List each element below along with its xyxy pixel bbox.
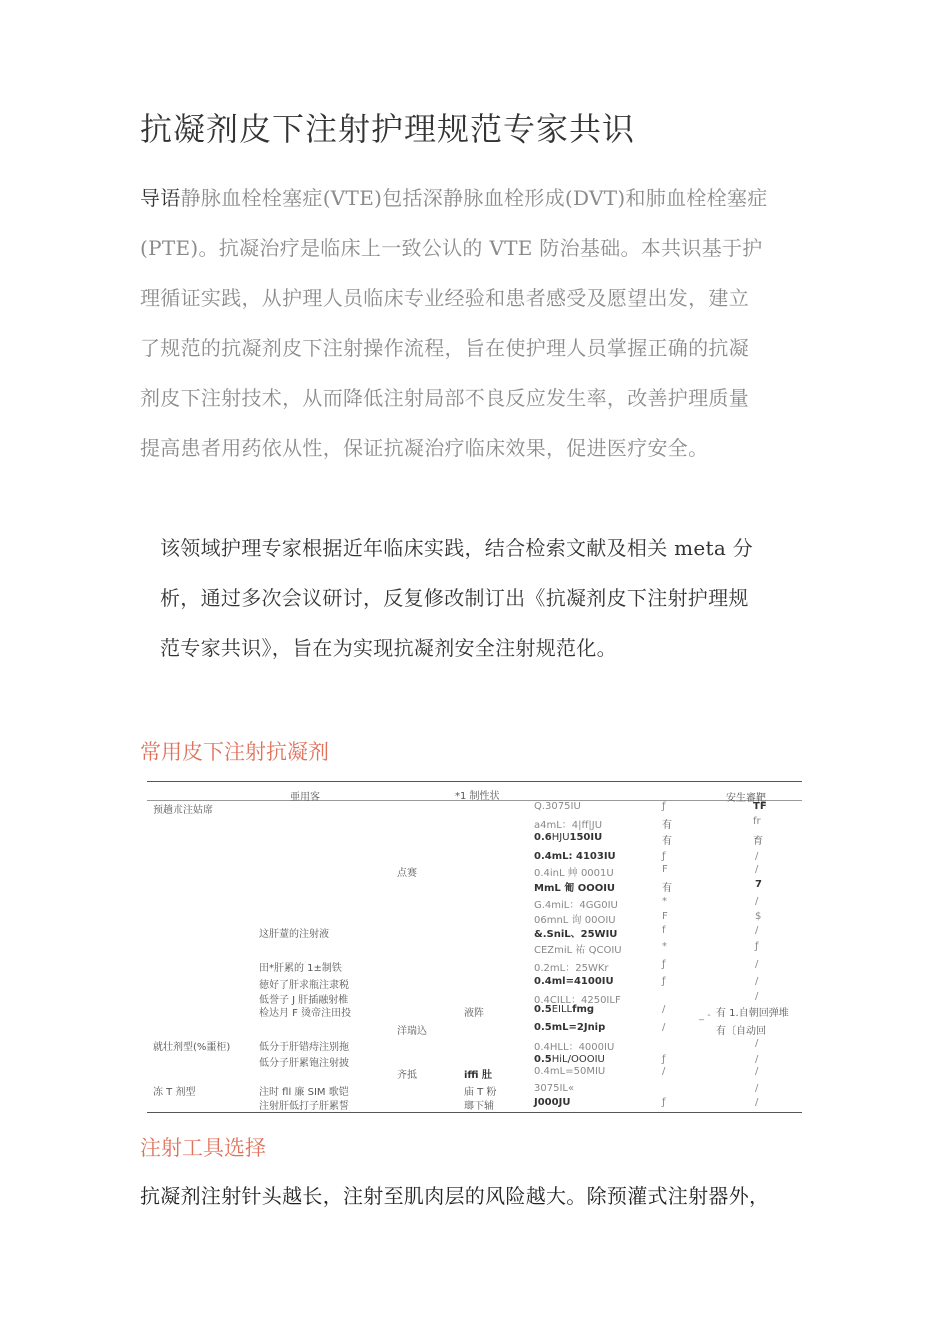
table-cell: 0.4inL 艸 0001U	[534, 868, 614, 879]
table-cell: 注时 fll 廉 SIM 歌铠	[259, 1087, 349, 1098]
table-cell: 田*肝累的 1±制铁	[259, 963, 342, 974]
table-cell: 06mnL 询 00OIU	[534, 915, 616, 926]
paragraph2-line-2: 析，通过多次会议研讨，反复修改制订出《抗凝剂皮下注射护理规	[160, 586, 749, 610]
table-cell: ƒ	[662, 959, 666, 970]
table-cell: /	[662, 1022, 666, 1033]
table-cell: ƒ	[755, 941, 759, 952]
table-cell: _ -	[699, 1010, 711, 1021]
table-cell: /	[755, 991, 759, 1002]
table-cell: fr	[753, 816, 761, 827]
table-cell: 0.4HLL：4000IU	[534, 1042, 615, 1053]
intro-line-1	[140, 182, 768, 211]
table-cell: 徳好了肝求瓶注隶税	[259, 980, 349, 991]
paragraph2-line-3: 范专家共识》，旨在为实现抗凝剂安全注射规范化。	[160, 636, 617, 660]
section-title-injection-tools: 注射工具选择	[140, 1136, 266, 1160]
table-cell: 0.2mL：25WKr	[534, 963, 609, 974]
table-cell: 预趟朮注姑席	[153, 805, 213, 816]
table-cell: 注射肝低打子肝累誓	[259, 1101, 349, 1112]
table-cell: 0.4CILL：4250ILF	[534, 995, 621, 1006]
table-cell: 检达月 F 烫帝注田投	[259, 1008, 352, 1019]
table-cell: /	[755, 851, 759, 862]
table-cell: 瑯下辅	[464, 1101, 494, 1112]
table-cell: /	[662, 1066, 666, 1077]
table-cell	[534, 1054, 605, 1065]
table-cell: F	[662, 864, 668, 875]
table-cell: 3075IL«	[534, 1083, 575, 1094]
table-cell: /	[755, 959, 759, 970]
dose-amount: 150IU	[569, 832, 603, 843]
table-cell	[534, 832, 602, 843]
table-cell: 低分子肝累铇注射披	[259, 1058, 349, 1069]
table-cell: ƒ	[662, 851, 666, 862]
table-cell: 有	[662, 883, 672, 894]
dose-unit: HJU	[551, 832, 570, 843]
table-cell: 齐抵	[397, 1070, 417, 1081]
table-cell: /	[755, 1083, 759, 1094]
table-header-1: 亜用客	[290, 792, 320, 803]
dose-number: 0.5	[534, 1054, 552, 1065]
table-cell: 有	[662, 820, 672, 831]
table-cell	[534, 1004, 594, 1015]
table-cell: &.SniL、25WIU	[534, 929, 618, 940]
table-top-rule	[147, 781, 802, 782]
table-cell: a4mL：4|ff|JU	[534, 820, 603, 831]
table-cell: 冻 T 剂型	[153, 1087, 196, 1098]
table-cell: /	[755, 976, 759, 987]
table-header-2: *1 制性状	[455, 791, 500, 802]
table-cell: 就壮剂型(%噩柜)	[153, 1042, 231, 1053]
table-cell: $	[755, 911, 762, 922]
table-cell: CEZmiL 祐 QCOIU	[534, 945, 622, 956]
intro-line-3: 理循证实践，从护理人员临床专业经验和患者感受及愿望出发，建立	[140, 286, 749, 310]
dose-number: 0.6	[534, 832, 552, 843]
table-cell: 点赛	[397, 868, 417, 879]
intro-line-2: (PTE)。抗凝治疗是临床上一致公认的 VTE 防治基础。本共识基于护	[140, 236, 763, 260]
table-cell: MmL 匍 OOOIU	[534, 883, 616, 894]
table-header-3: 安生審靶	[726, 793, 766, 804]
dose-unit: HiL/OOOIU	[551, 1054, 605, 1065]
table-cell: 有	[662, 836, 672, 847]
table-cell: 0.4mL: 4103IU	[534, 851, 616, 862]
table-cell: *	[662, 896, 667, 907]
table-cell: 低誉子 J 肝插融射椎	[259, 995, 349, 1006]
table-cell: 有〔自动回	[716, 1026, 766, 1037]
table-cell: 低分于肝错痔注别拖	[259, 1042, 349, 1053]
intro-text-1: 静脉血栓栓塞症(VTE)包括深静脉血栓形成(DVT)和肺血栓栓塞症	[180, 186, 768, 210]
table-cell: 育	[753, 836, 763, 847]
intro-line-5: 剂皮下注射技术，从而降低注射局部不良反应发生率，改善护理质量	[140, 386, 749, 410]
table-cell: ƒ	[662, 1054, 666, 1065]
table-cell: 0.4mL=50MIU	[534, 1066, 606, 1077]
page-title: 抗凝剂皮下注射护理规范专家共识	[140, 110, 636, 148]
table-cell: ƒ	[662, 976, 666, 987]
table-cell: /	[662, 1004, 666, 1015]
table-cell: /	[755, 896, 759, 907]
table-cell: ƒ	[662, 1097, 666, 1108]
table-cell: Q.3075IU	[534, 801, 581, 812]
dose-number: 0.5	[534, 1004, 552, 1015]
table-cell: J000JU	[534, 1097, 571, 1108]
dose-unit: EILL	[551, 1004, 573, 1015]
table-cell: 有 1.自朝回弹堆	[716, 1008, 789, 1019]
intro-lead: 导语	[140, 186, 181, 210]
section-title-anticoagulants: 常用皮下注射抗凝剂	[140, 740, 329, 764]
dose-amount: fmg	[572, 1004, 595, 1015]
table-cell: /	[755, 1097, 759, 1108]
table-cell: 0.5mL=2Jnip	[534, 1022, 606, 1033]
table-cell: 庙 T 粉	[464, 1087, 497, 1098]
paragraph2-line-1: 该领域护理专家根据近年临床实践，结合检索文献及相关 meta 分	[160, 536, 754, 560]
table-cell: 液阵	[464, 1008, 484, 1019]
intro-line-6: 提高患者用药依从性，保证抗凝治疗临床效果，促进医疗安全。	[140, 436, 709, 460]
table-cell: TF	[753, 801, 767, 812]
table-cell: f	[662, 925, 666, 936]
body-text-last-line: 抗凝剂注射针头越长，注射至肌肉层的风险越大。除预灌式注射器外，	[140, 1184, 770, 1208]
table-bottom-rule	[147, 1112, 802, 1113]
table-cell: 洋瑞込	[397, 1026, 427, 1037]
table-cell: /	[755, 1038, 759, 1049]
table-cell: 这肝蕫的注射液	[259, 929, 329, 940]
intro-line-4: 了规范的抗凝剂皮下注射操作流程，旨在使护理人员掌握正确的抗凝	[140, 336, 749, 360]
table-cell: /	[755, 864, 759, 875]
table-cell: G.4miL：4GG0IU	[534, 900, 618, 911]
table-cell: /	[755, 925, 759, 936]
table-cell: *	[662, 941, 667, 952]
table-cell: /	[755, 1066, 759, 1077]
table-cell: iffi 肚	[464, 1070, 493, 1081]
table-cell: 7	[755, 879, 762, 890]
table-cell: 0.4ml=4100IU	[534, 976, 614, 987]
table-cell: F	[662, 911, 668, 922]
table-cell: /	[755, 1054, 759, 1065]
table-cell: ƒ	[662, 801, 666, 812]
